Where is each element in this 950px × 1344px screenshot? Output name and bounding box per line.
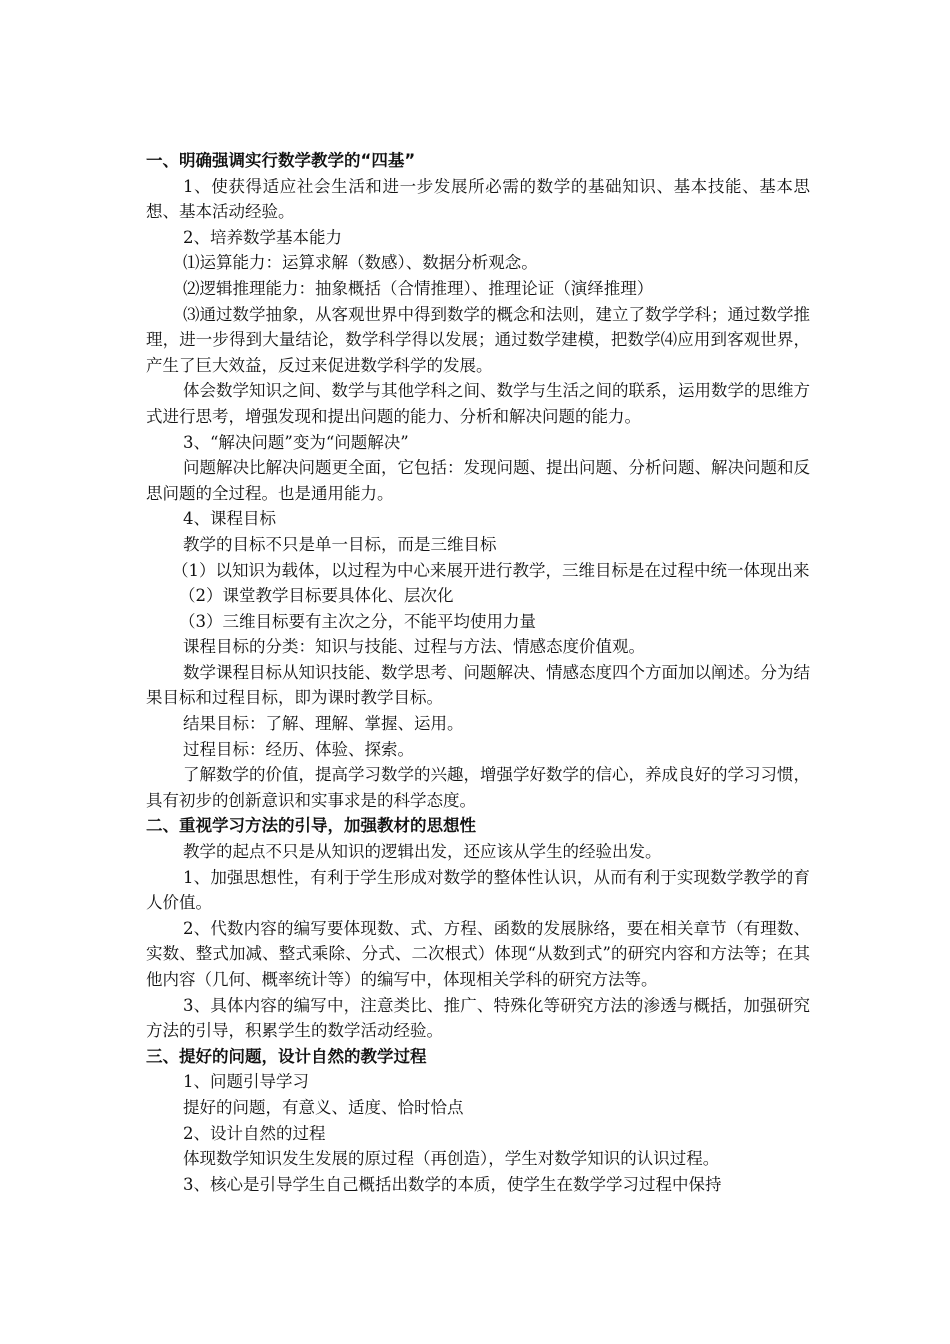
paragraph: ⑴运算能力：运算求解（数感）、数据分析观念。	[183, 253, 538, 273]
paragraph: 了解数学的价值，提高学习数学的兴趣，增强学好数学的信心，养成良好的学习习惯，具有初步的创新意识和实事求是的科学态度。	[146, 765, 810, 810]
paragraph: 课程目标的分类：知识与技能、过程与方法、情感态度价值观。	[183, 637, 645, 657]
section-heading-1: 一、明确强调实行数学教学的“四基”	[146, 151, 416, 170]
paragraph: 数学课程目标从知识技能、数学思考、问题解决、情感态度四个方面加以阐述。分为结果目标和过程目标，即为课时教学目标。	[146, 662, 810, 708]
document-page	[146, 148, 810, 1197]
paragraph: ⑶通过数学抽象，从客观世界中得到数学的概念和法则，建立了数学学科；通过数学推理，进一步得到大量结论，数学科学得以发展；通过数学建模，把数学⑷应用到客观世界，产生了巨大效益，反过来促进数学科学的发展。	[146, 304, 810, 375]
paragraph: 问题解决比解决问题更全面，它包括：发现问题、提出问题、分析问题、解决问题和反思问题的全过程。也是通用能力。	[146, 458, 810, 503]
paragraph: 2、设计自然的过程	[183, 1123, 326, 1143]
paragraph: 3、具体内容的编写中，注意类比、推广、特殊化等研究方法的渗透与概括，加强研究方法的引导，积累学生的数学活动经验。	[146, 995, 810, 1041]
paragraph: （2）课堂教学目标要具体化、层次化	[179, 586, 454, 606]
paragraph: 教学的起点不只是从知识的逻辑出发，还应该从学生的经验出发。	[183, 842, 662, 862]
paragraph: 教学的目标不只是单一目标，而是三维目标	[183, 534, 497, 554]
paragraph: 体现数学知识发生发展的原过程（再创造），学生对数学知识的认识过程。	[183, 1149, 720, 1169]
paragraph: 2、代数内容的编写要体现数、式、方程、函数的发展脉络，要在相关章节（有理数、实数、整式加减、整式乘除、分式、二次根式）体现“从数到式”的研究内容和方法等；在其他内容（几何、概率统计等）的编写中，体现相关学科的研究方法等。	[146, 918, 810, 989]
paragraph: 3、“解决问题”变为“问题解决”	[183, 432, 409, 452]
paragraph: 体会数学知识之间、数学与其他学科之间、数学与生活之间的联系，运用数学的思维方式进行思考，增强发现和提出问题的能力、分析和解决问题的能力。	[146, 381, 810, 426]
paragraph: 4、课程目标	[183, 509, 276, 529]
section-heading-3: 三、提好的问题，设计自然的教学过程	[146, 1046, 427, 1066]
paragraph: 3、核心是引导学生自己概括出数学的本质，使学生在数学学习过程中保持	[183, 1174, 722, 1194]
section-heading-2: 二、重视学习方法的引导，加强教材的思想性	[146, 816, 476, 836]
paragraph: 2、培养数学基本能力	[183, 227, 342, 247]
paragraph: ⑵逻辑推理能力：抽象概括（合情推理）、推理论证（演绎推理）	[183, 278, 654, 298]
paragraph: 过程目标：经历、体验、探索。	[183, 739, 414, 759]
paragraph: 1、加强思想性，有利于学生形成对数学的整体性认识，从而有利于实现数学教学的育人价值。	[146, 867, 810, 913]
paragraph: （3）三维目标要有主次之分，不能平均使用力量	[179, 611, 536, 631]
paragraph: （1）以知识为载体，以过程为中心来展开进行教学，三维目标是在过程中统一体现出来	[172, 560, 810, 580]
paragraph: 1、问题引导学习	[183, 1072, 309, 1092]
paragraph: 提好的问题，有意义、适度、恰时恰点	[183, 1097, 464, 1117]
paragraph: 1、使获得适应社会生活和进一步发展所必需的数学的基础知识、基本技能、基本思想、基本活动经验。	[146, 176, 810, 222]
paragraph: 结果目标：了解、理解、掌握、运用。	[183, 714, 464, 734]
